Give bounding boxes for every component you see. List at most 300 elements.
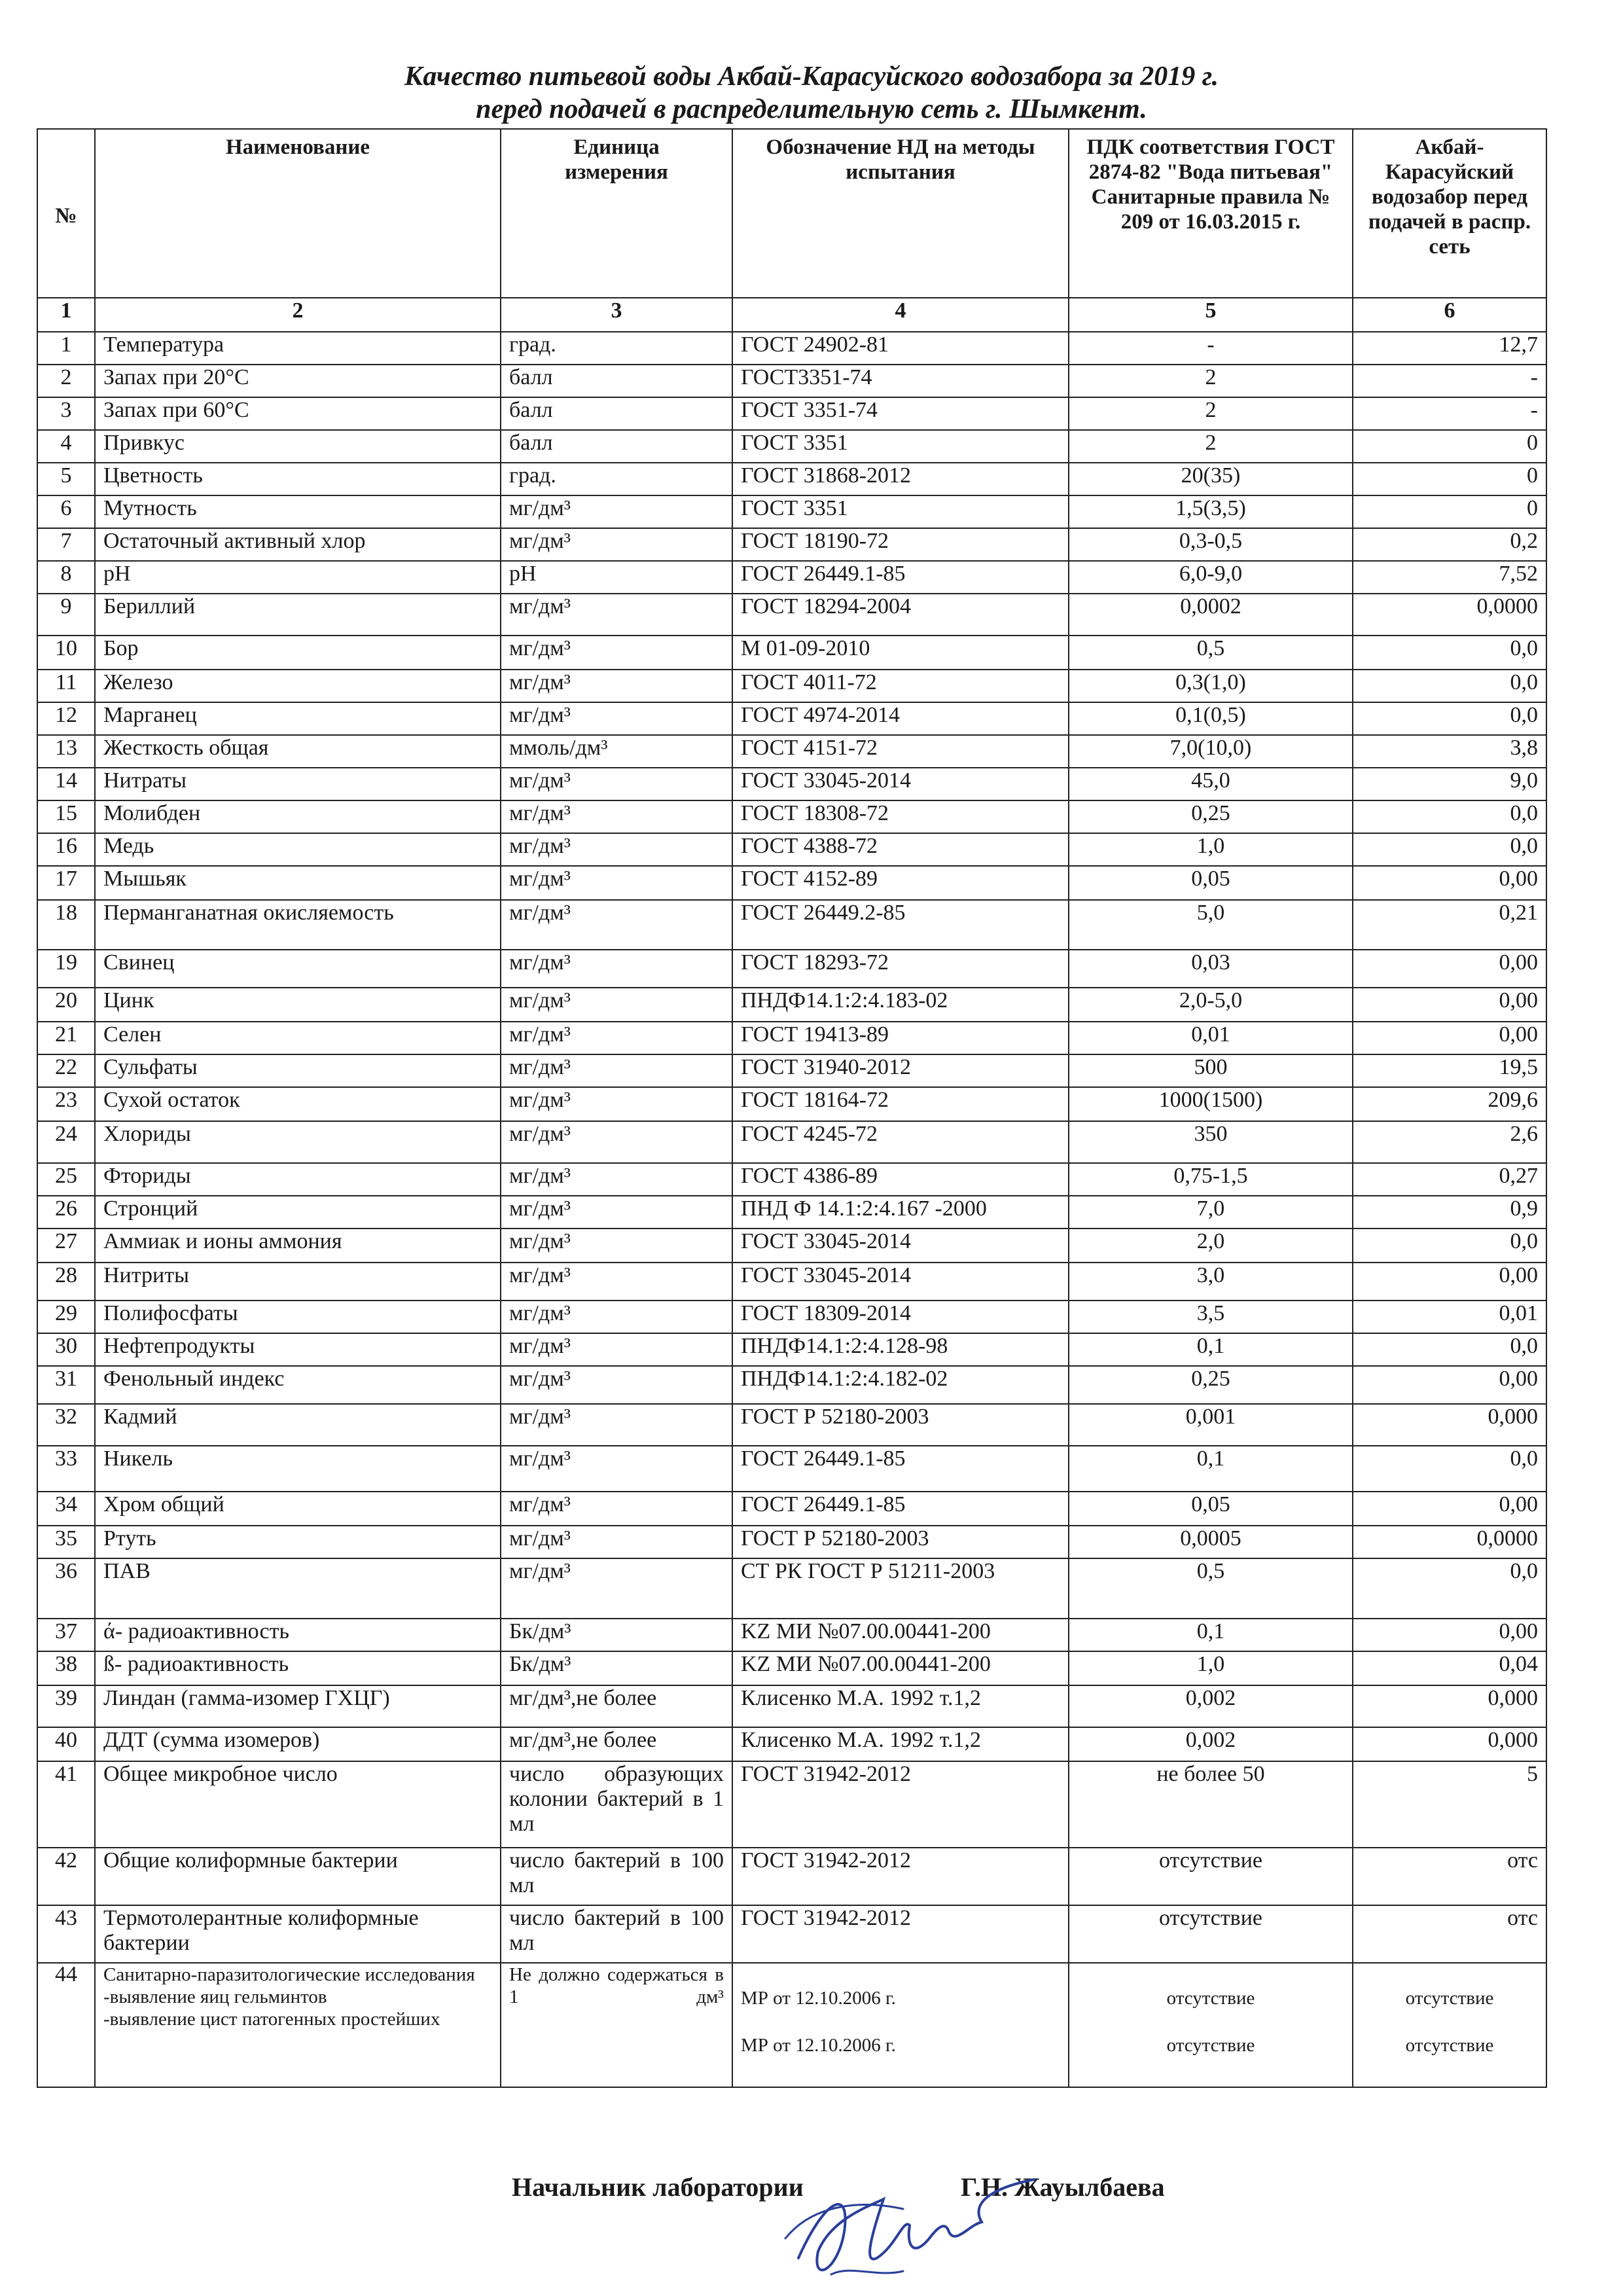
row-number: 28 — [37, 1263, 95, 1300]
row-pdk: 0,1 — [1069, 1333, 1353, 1366]
row-unit: град. — [501, 463, 732, 495]
row-method: ПНДФ14.1:2:4.128-98 — [732, 1333, 1069, 1366]
row-name: Бериллий — [95, 594, 501, 636]
row-unit: мг/дм³ — [501, 594, 732, 636]
row-name: Фториды — [95, 1163, 501, 1196]
row-number: 22 — [37, 1054, 95, 1087]
row-name: Молибден — [95, 800, 501, 833]
row-name: Селен — [95, 1022, 501, 1054]
row-pdk: 0,1(0,5) — [1069, 702, 1353, 735]
row-unit: мг/дм³ — [501, 1121, 732, 1163]
row-unit: мг/дм³ — [501, 866, 732, 900]
row-number: 2 — [37, 365, 95, 397]
row-name-line: Санитарно-паразитологические исследования — [103, 1964, 475, 1985]
row-method-line: МР от 12.10.2006 г. — [741, 1988, 896, 2009]
column-number: 4 — [732, 298, 1069, 332]
table-row — [37, 1054, 1546, 1087]
row-value: 0,00 — [1353, 1022, 1546, 1054]
column-number-row — [37, 298, 1546, 332]
row-name: Хлориды — [95, 1121, 501, 1163]
row-method: KZ МИ №07.00.00441-200 — [732, 1651, 1069, 1685]
table-row — [37, 1300, 1546, 1333]
row-pdk: 0,1 — [1069, 1619, 1353, 1651]
row-number: 44 — [37, 1963, 95, 2087]
row-method: ГОСТ 31942-2012 — [732, 1848, 1069, 1905]
row-method: ГОСТ 31868-2012 — [732, 463, 1069, 495]
row-method: ГОСТ 26449.1-85 — [732, 1492, 1069, 1526]
row-method: KZ МИ №07.00.00441-200 — [732, 1619, 1069, 1651]
row-method: ГОСТ 31942-2012 — [732, 1761, 1069, 1848]
row-name: Аммиак и ионы аммония — [95, 1229, 501, 1263]
row-number: 38 — [37, 1651, 95, 1685]
row-name: Сульфаты — [95, 1054, 501, 1087]
table-body — [37, 332, 1546, 2087]
row-pdk: 3,0 — [1069, 1263, 1353, 1300]
row-number: 35 — [37, 1526, 95, 1558]
row-value: 12,7 — [1353, 332, 1546, 365]
table-row — [37, 988, 1546, 1022]
row-pdk: 1,0 — [1069, 833, 1353, 866]
row-pdk: 0,002 — [1069, 1727, 1353, 1761]
row-name: Свинец — [95, 950, 501, 988]
row-method: М 01-09-2010 — [732, 636, 1069, 670]
row-pdk: 1000(1500) — [1069, 1087, 1353, 1121]
row-name: Остаточный активный хлор — [95, 528, 501, 561]
row-number: 21 — [37, 1022, 95, 1054]
column-number: 3 — [501, 298, 732, 332]
row-value: 0,0 — [1353, 833, 1546, 866]
row-value: 0 — [1353, 463, 1546, 495]
row-name: ПАВ — [95, 1558, 501, 1619]
row-pdk: 0,5 — [1069, 1558, 1353, 1619]
row-name: Цветность — [95, 463, 501, 495]
row-value: 0,04 — [1353, 1651, 1546, 1685]
row-method: ГОСТ 33045-2014 — [732, 1229, 1069, 1263]
row-pdk: - — [1069, 332, 1353, 365]
row-number: 10 — [37, 636, 95, 670]
signatory-position: Начальник лаборатории — [512, 2172, 804, 2202]
handwritten-signature — [772, 2160, 1047, 2291]
row-unit: мг/дм³ — [501, 800, 732, 833]
row-method: ГОСТ 26449.2-85 — [732, 900, 1069, 950]
row-value: 0,0000 — [1353, 1526, 1546, 1558]
row-method: ГОСТ 4386-89 — [732, 1163, 1069, 1196]
row-method: ГОСТ 18308-72 — [732, 800, 1069, 833]
row-number: 5 — [37, 463, 95, 495]
row-name: Привкус — [95, 430, 501, 463]
row-name: Железо — [95, 670, 501, 702]
row-method: ГОСТ 4151-72 — [732, 735, 1069, 768]
row-pdk: 0,0005 — [1069, 1526, 1353, 1558]
row-unit: мг/дм³ — [501, 1263, 732, 1300]
row-pdk: 0,03 — [1069, 950, 1353, 988]
row-value — [1353, 1963, 1546, 2087]
row-pdk: 0,01 — [1069, 1022, 1353, 1054]
table-row — [37, 1963, 1546, 2087]
row-number: 41 — [37, 1761, 95, 1848]
table-row — [37, 1121, 1546, 1163]
row-pdk: 350 — [1069, 1121, 1353, 1163]
table-row — [37, 1022, 1546, 1054]
row-unit: град. — [501, 332, 732, 365]
row-number: 6 — [37, 495, 95, 528]
row-pdk: 2 — [1069, 365, 1353, 397]
row-unit: мг/дм³ — [501, 1054, 732, 1087]
row-pdk: 2,0 — [1069, 1229, 1353, 1263]
table-row — [37, 561, 1546, 594]
row-unit: мг/дм³ — [501, 1300, 732, 1333]
row-number: 12 — [37, 702, 95, 735]
row-unit: Бк/дм³ — [501, 1619, 732, 1651]
row-value: 0 — [1353, 430, 1546, 463]
row-unit: балл — [501, 430, 732, 463]
row-pdk: 0,05 — [1069, 1492, 1353, 1526]
row-value: 0,000 — [1353, 1404, 1546, 1446]
row-name: Термотолерантные колиформные бактерии — [95, 1905, 501, 1963]
row-name: Нефтепродукты — [95, 1333, 501, 1366]
row-unit: балл — [501, 397, 732, 430]
row-unit: мг/дм³ — [501, 833, 732, 866]
header-pdk: ПДК соответствия ГОСТ 2874-82 "Вода питьевая" Санитарные правила № 209 от 16.03.2015 г. — [1069, 129, 1353, 298]
row-pdk: 1,0 — [1069, 1651, 1353, 1685]
table-row — [37, 1619, 1546, 1651]
row-method: ГОСТ 4245-72 — [732, 1121, 1069, 1163]
row-unit: мг/дм³ — [501, 1022, 732, 1054]
table-row — [37, 1333, 1546, 1366]
row-number: 11 — [37, 670, 95, 702]
row-method: ГОСТ 31940-2012 — [732, 1054, 1069, 1087]
row-pdk: 3,5 — [1069, 1300, 1353, 1333]
column-number: 5 — [1069, 298, 1353, 332]
row-number: 27 — [37, 1229, 95, 1263]
table-row — [37, 430, 1546, 463]
row-unit: мг/дм³ — [501, 1404, 732, 1446]
row-pdk: 0,25 — [1069, 800, 1353, 833]
row-name: Медь — [95, 833, 501, 866]
row-number: 30 — [37, 1333, 95, 1366]
row-value: 0,0 — [1353, 636, 1546, 670]
row-value: 0,0 — [1353, 1558, 1546, 1619]
row-name: Фенольный индекс — [95, 1366, 501, 1404]
row-value: отс — [1353, 1848, 1546, 1905]
row-pdk: 500 — [1069, 1054, 1353, 1087]
row-method: ГОСТ 33045-2014 — [732, 768, 1069, 800]
row-value: - — [1353, 397, 1546, 430]
table-header-row — [37, 129, 1546, 298]
row-name: Запах при 60°С — [95, 397, 501, 430]
header-method: Обозначение НД на методы испытания — [732, 129, 1069, 298]
row-value: 0,01 — [1353, 1300, 1546, 1333]
row-name: Стронций — [95, 1196, 501, 1229]
row-value-line: отсутствие — [1405, 2035, 1494, 2056]
header-unit: Единица измерения — [501, 129, 732, 298]
row-unit: мг/дм³ — [501, 495, 732, 528]
row-name: Цинк — [95, 988, 501, 1022]
table-row — [37, 1229, 1546, 1263]
row-unit: мг/дм³ — [501, 900, 732, 950]
row-value: 0,00 — [1353, 1263, 1546, 1300]
row-method: ГОСТ 26449.1-85 — [732, 561, 1069, 594]
table-row — [37, 1196, 1546, 1229]
row-number: 33 — [37, 1446, 95, 1492]
row-method: ГОСТ 4974-2014 — [732, 702, 1069, 735]
row-number: 40 — [37, 1727, 95, 1761]
row-number: 29 — [37, 1300, 95, 1333]
row-pdk: 0,75-1,5 — [1069, 1163, 1353, 1196]
table-row — [37, 833, 1546, 866]
row-name-line: -выявление яиц гельминтов — [103, 1986, 327, 2007]
row-pdk-line: отсутствие — [1166, 1988, 1255, 2009]
row-unit: мг/дм³ — [501, 1196, 732, 1229]
header-number: № — [37, 129, 95, 298]
row-pdk: 45,0 — [1069, 768, 1353, 800]
row-pdk: 7,0 — [1069, 1196, 1353, 1229]
row-value: 0,0000 — [1353, 594, 1546, 636]
row-name: Хром общий — [95, 1492, 501, 1526]
row-pdk — [1069, 1963, 1353, 2087]
row-number: 24 — [37, 1121, 95, 1163]
row-method: ГОСТ 3351 — [732, 430, 1069, 463]
header-result: Акбай-Карасуйский водозабор перед подачей в распр. сеть — [1353, 129, 1546, 298]
row-name: Общее микробное число — [95, 1761, 501, 1848]
row-method: ГОСТ 18293-72 — [732, 950, 1069, 988]
table-row — [37, 636, 1546, 670]
row-unit: мг/дм³ — [501, 1333, 732, 1366]
row-unit: мг/дм³ — [501, 1366, 732, 1404]
row-unit: рН — [501, 561, 732, 594]
table-row — [37, 768, 1546, 800]
table-row — [37, 1446, 1546, 1492]
row-method: ГОСТ 3351-74 — [732, 397, 1069, 430]
row-value: 0,21 — [1353, 900, 1546, 950]
row-unit: балл — [501, 365, 732, 397]
row-method: ГОСТ 18190-72 — [732, 528, 1069, 561]
table-row — [37, 866, 1546, 900]
row-unit: число образующих колонии бактерий в 1 мл — [501, 1761, 732, 1848]
table-row — [37, 900, 1546, 950]
row-value: 0,9 — [1353, 1196, 1546, 1229]
row-pdk: отсутствие — [1069, 1848, 1353, 1905]
table-row — [37, 495, 1546, 528]
table-row — [37, 1087, 1546, 1121]
row-name: Температура — [95, 332, 501, 365]
row-method — [732, 1963, 1069, 2087]
row-name: Кадмий — [95, 1404, 501, 1446]
row-name: Марганец — [95, 702, 501, 735]
row-value: 0,0 — [1353, 1446, 1546, 1492]
row-value: 0,00 — [1353, 1366, 1546, 1404]
row-value: 19,5 — [1353, 1054, 1546, 1087]
table-row — [37, 594, 1546, 636]
row-method: СТ РК ГОСТ Р 51211-2003 — [732, 1558, 1069, 1619]
row-value: 0,00 — [1353, 988, 1546, 1022]
row-unit: мг/дм³ — [501, 702, 732, 735]
row-unit: Не должно содержаться в 1 дм³ — [501, 1963, 732, 2087]
row-name: Общие колиформные бактерии — [95, 1848, 501, 1905]
row-pdk: 0,3(1,0) — [1069, 670, 1353, 702]
row-unit: число бактерий в 100 мл — [501, 1905, 732, 1963]
row-name: Мышьяк — [95, 866, 501, 900]
row-value: 2,6 — [1353, 1121, 1546, 1163]
table-row — [37, 463, 1546, 495]
row-pdk: 2,0-5,0 — [1069, 988, 1353, 1022]
row-method: ГОСТ 3351 — [732, 495, 1069, 528]
row-name: Нитраты — [95, 768, 501, 800]
row-value: 0,0 — [1353, 800, 1546, 833]
row-number: 43 — [37, 1905, 95, 1963]
row-method: ГОСТ 33045-2014 — [732, 1263, 1069, 1300]
row-pdk: 0,25 — [1069, 1366, 1353, 1404]
row-unit: мг/дм³ — [501, 670, 732, 702]
row-method: ГОСТ 24902-81 — [732, 332, 1069, 365]
row-method: ПНДФ14.1:2:4.183-02 — [732, 988, 1069, 1022]
row-value: 0,000 — [1353, 1685, 1546, 1727]
row-method: ГОСТ 18294-2004 — [732, 594, 1069, 636]
row-unit: мг/дм³ — [501, 950, 732, 988]
row-number: 26 — [37, 1196, 95, 1229]
row-name: Полифосфаты — [95, 1300, 501, 1333]
row-pdk: 0,1 — [1069, 1446, 1353, 1492]
row-value: 0,0 — [1353, 1229, 1546, 1263]
row-name-line: -выявление цист патогенных простейших — [103, 2009, 440, 2030]
row-method: ГОСТ 19413-89 — [732, 1022, 1069, 1054]
row-name: ДДТ (сумма изомеров) — [95, 1727, 501, 1761]
row-pdk: 0,002 — [1069, 1685, 1353, 1727]
table-row — [37, 1163, 1546, 1196]
row-name: Перманганатная окисляемость — [95, 900, 501, 950]
row-pdk: 0,5 — [1069, 636, 1353, 670]
row-pdk-line: отсутствие — [1166, 2035, 1255, 2056]
table-row — [37, 1558, 1546, 1619]
row-value: 0,00 — [1353, 1492, 1546, 1526]
row-number: 8 — [37, 561, 95, 594]
row-value: отс — [1353, 1905, 1546, 1963]
row-method: ГОСТ Р 52180-2003 — [732, 1526, 1069, 1558]
table-row — [37, 528, 1546, 561]
row-value: 0,00 — [1353, 866, 1546, 900]
row-pdk: отсутствие — [1069, 1905, 1353, 1963]
table-row — [37, 800, 1546, 833]
table-row — [37, 670, 1546, 702]
row-name: Нитриты — [95, 1263, 501, 1300]
table-row — [37, 1263, 1546, 1300]
row-value: 0,000 — [1353, 1727, 1546, 1761]
row-unit: мг/дм³ — [501, 528, 732, 561]
table-row — [37, 1761, 1546, 1848]
row-value: 0,0 — [1353, 1333, 1546, 1366]
row-name: Запах при 20°С — [95, 365, 501, 397]
row-unit: мг/дм³ — [501, 1492, 732, 1526]
row-method: ГОСТ 4388-72 — [732, 833, 1069, 866]
row-number: 3 — [37, 397, 95, 430]
row-value: 5 — [1353, 1761, 1546, 1848]
row-number: 34 — [37, 1492, 95, 1526]
row-number: 19 — [37, 950, 95, 988]
row-pdk: не более 50 — [1069, 1761, 1353, 1848]
row-name: Бор — [95, 636, 501, 670]
row-pdk: 2 — [1069, 397, 1353, 430]
table-row — [37, 397, 1546, 430]
row-unit: мг/дм³,не более — [501, 1727, 732, 1761]
column-number: 1 — [37, 298, 95, 332]
row-name: Ртуть — [95, 1526, 501, 1558]
table-row — [37, 735, 1546, 768]
row-number: 17 — [37, 866, 95, 900]
row-value: - — [1353, 365, 1546, 397]
row-value: 0,0 — [1353, 670, 1546, 702]
row-number: 32 — [37, 1404, 95, 1446]
row-unit: мг/дм³,не более — [501, 1685, 732, 1727]
row-value-line: отсутствие — [1405, 1988, 1494, 2009]
row-unit: мг/дм³ — [501, 1087, 732, 1121]
row-number: 9 — [37, 594, 95, 636]
column-number: 6 — [1353, 298, 1546, 332]
table-row — [37, 1685, 1546, 1727]
row-number: 15 — [37, 800, 95, 833]
row-value: 209,6 — [1353, 1087, 1546, 1121]
row-pdk: 0,05 — [1069, 866, 1353, 900]
row-value: 0 — [1353, 495, 1546, 528]
row-number: 7 — [37, 528, 95, 561]
row-method: Клисенко М.А. 1992 т.1,2 — [732, 1727, 1069, 1761]
row-number: 1 — [37, 332, 95, 365]
row-method: ГОСТ 4011-72 — [732, 670, 1069, 702]
row-pdk: 20(35) — [1069, 463, 1353, 495]
row-number: 13 — [37, 735, 95, 768]
row-name — [95, 1963, 501, 2087]
row-method: ПНД Ф 14.1:2:4.167 -2000 — [732, 1196, 1069, 1229]
row-pdk: 2 — [1069, 430, 1353, 463]
row-number: 4 — [37, 430, 95, 463]
row-value: 3,8 — [1353, 735, 1546, 768]
row-name: Линдан (гамма-изомер ГХЦГ) — [95, 1685, 501, 1727]
row-number: 25 — [37, 1163, 95, 1196]
row-pdk: 0,001 — [1069, 1404, 1353, 1446]
row-name: Никель — [95, 1446, 501, 1492]
row-value: 7,52 — [1353, 561, 1546, 594]
row-unit: Бк/дм³ — [501, 1651, 732, 1685]
row-number: 37 — [37, 1619, 95, 1651]
table-row — [37, 1526, 1546, 1558]
row-number: 18 — [37, 900, 95, 950]
row-number: 16 — [37, 833, 95, 866]
row-number: 36 — [37, 1558, 95, 1619]
row-unit: мг/дм³ — [501, 1163, 732, 1196]
table-row — [37, 950, 1546, 988]
signatory-name: Г.Н. Жауылбаева — [961, 2172, 1165, 2202]
table-row — [37, 1848, 1546, 1905]
column-number: 2 — [95, 298, 501, 332]
row-number: 39 — [37, 1685, 95, 1727]
row-unit: мг/дм³ — [501, 1446, 732, 1492]
table-row — [37, 1404, 1546, 1446]
row-method: ГОСТ Р 52180-2003 — [732, 1404, 1069, 1446]
row-method: ГОСТ 4152-89 — [732, 866, 1069, 900]
row-name: ά- радиоактивность — [95, 1619, 501, 1651]
row-method: ГОСТ 18309-2014 — [732, 1300, 1069, 1333]
table-row — [37, 1727, 1546, 1761]
row-pdk: 1,5(3,5) — [1069, 495, 1353, 528]
row-value: 9,0 — [1353, 768, 1546, 800]
table-row — [37, 1492, 1546, 1526]
row-name: рН — [95, 561, 501, 594]
row-method: ГОСТ 31942-2012 — [732, 1905, 1069, 1963]
table-row — [37, 1366, 1546, 1404]
row-value: 0,27 — [1353, 1163, 1546, 1196]
header-name: Наименование — [95, 129, 501, 298]
row-number: 20 — [37, 988, 95, 1022]
row-unit: число бактерий в 100 мл — [501, 1848, 732, 1905]
